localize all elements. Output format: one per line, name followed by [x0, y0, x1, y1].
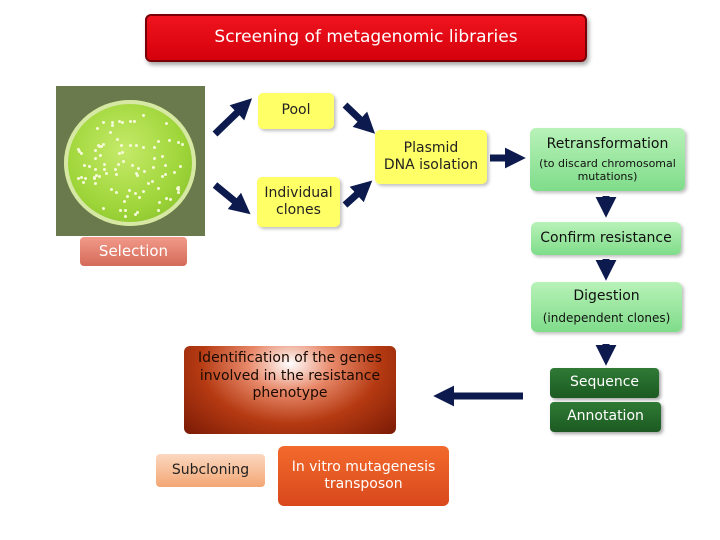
- clones-label-line1: Individual: [264, 184, 333, 201]
- retrans-note-line2: mutations): [577, 170, 638, 184]
- digestion-label: Digestion: [573, 287, 640, 304]
- selection-label: Selection: [98, 242, 169, 261]
- arrow-clones-to-plasmid: [345, 187, 365, 205]
- identification-line1: Identification of the genes: [198, 350, 382, 366]
- pool-label: Pool: [281, 102, 311, 119]
- retransformation-label: Retransformation: [546, 135, 669, 152]
- clones-label-line2: clones: [276, 202, 321, 218]
- identification-line2: involved in the resistance: [199, 367, 381, 384]
- subcloning-label: Subcloning: [171, 461, 250, 478]
- arrow-petri-to-clones: [215, 185, 243, 208]
- arrow-pool-to-plasmid: [345, 105, 368, 127]
- plasmid-label-line2: DNA isolation: [383, 157, 479, 173]
- confirm-label: Confirm resistance: [540, 229, 672, 246]
- identification-line3: phenotype: [252, 385, 328, 401]
- arrow-petri-to-pool: [215, 105, 245, 134]
- invitro-line1: In vitro mutagenesis: [291, 458, 436, 475]
- plasmid-label-line1: Plasmid: [403, 139, 459, 156]
- sequence-label: Sequence: [569, 374, 640, 391]
- digestion-note: (independent clones): [542, 311, 671, 326]
- diagram-title: Screening of metagenomic libraries: [145, 14, 587, 62]
- annotation-label: Annotation: [567, 408, 644, 425]
- retrans-note-line1: (to discard chromosomal: [539, 157, 676, 171]
- invitro-line2: transposon: [324, 476, 403, 492]
